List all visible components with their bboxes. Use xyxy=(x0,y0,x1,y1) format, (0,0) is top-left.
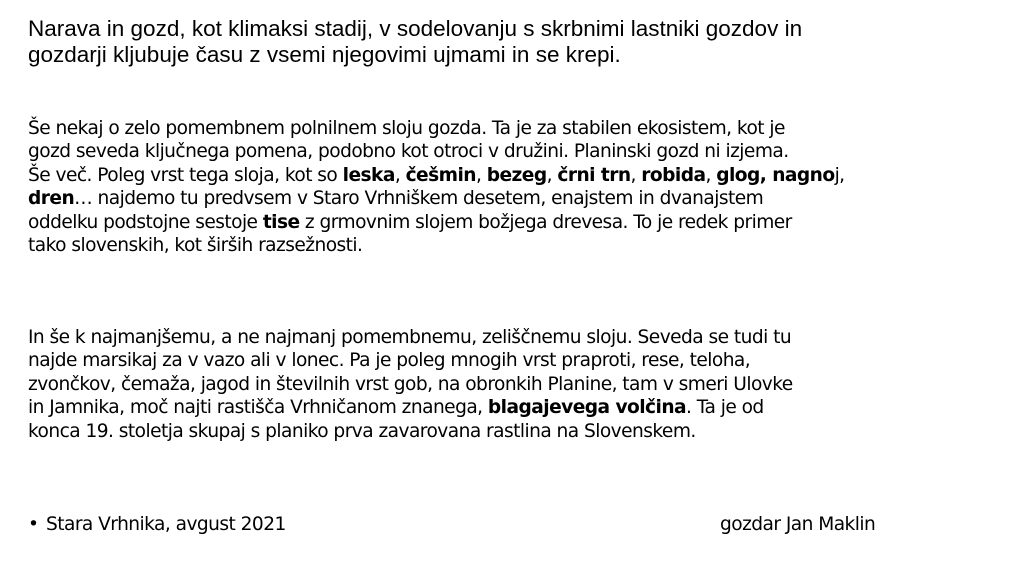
author-signature: gozdar Jan Maklin xyxy=(720,514,876,535)
paragraph-line xyxy=(28,187,1008,210)
footer xyxy=(28,512,1008,538)
paragraph-line xyxy=(28,211,1008,234)
paragraph-line xyxy=(28,164,1008,187)
place-date-bullet xyxy=(28,512,286,538)
species-tisa: tise xyxy=(262,211,300,233)
text-run: j, xyxy=(834,164,845,186)
species-blagajev-volcin: blagajevega volčina xyxy=(487,397,687,419)
paragraph-line: In še k najmanjšemu, a ne najmanj pomembnemu, zeliščnemu sloju. Seveda se tudi tu xyxy=(28,327,792,348)
paragraph-line: konca 19. stoletja skupaj s planiko prva zavarovana rastlina na Slovenskem. xyxy=(28,420,696,442)
species-glog-nagnoj: glog, nagno xyxy=(716,164,835,186)
bullet-icon: • xyxy=(28,514,39,535)
paragraph-line: najde marsikaj za v vazo ali v lonec. Pa je poleg mnogih vrst praproti, rese, teloha, xyxy=(28,350,751,372)
text-run: in Jamnika, moč najti rastišča Vrhničanom znanega, xyxy=(28,397,488,419)
shrub-layer-paragraph xyxy=(28,117,1008,257)
text-run: , xyxy=(475,164,487,186)
intro-line: Narava in gozd, kot klimaksi stadij, v sodelovanju s skrbnimi lastniki gozdov in xyxy=(28,16,803,41)
text-run: , xyxy=(546,164,558,186)
intro-paragraph xyxy=(28,16,1003,68)
species-crni-trn: črni trn xyxy=(557,164,631,186)
paragraph-line xyxy=(28,396,1008,419)
place-date: Stara Vrhnika, avgust 2021 xyxy=(46,514,286,535)
text-run: z grmovnim slojem božjega drevesa. To je redek primer xyxy=(299,211,792,233)
text-run: … najdemo tu predvsem v Staro Vrhniškem desetem, enajstem in dvanajstem xyxy=(74,188,764,210)
species-bezeg: bezeg xyxy=(486,164,547,186)
text-run: , xyxy=(394,164,406,186)
text-run: , xyxy=(705,164,717,186)
paragraph-line: Še nekaj o zelo pomembnem polnilnem sloju gozda. Ta je za stabilen ekosistem, kot je xyxy=(28,118,785,139)
paragraph-line: gozd seveda ključnega pomena, podobno kot otroci v družini. Planinski gozd ni izjema. xyxy=(28,141,789,163)
intro-line: gozdarji kljubuje času z vsemi njegovimi ujmami in se krepi. xyxy=(28,42,621,67)
paragraph-line: tako slovenskih, kot širših razsežnosti. xyxy=(28,235,363,257)
species-leska: leska xyxy=(342,164,395,186)
paragraph-line: zvončkov, čemaža, jagod in številnih vrst gob, na obronkih Planine, tam v smeri Ulovke xyxy=(28,373,793,395)
herb-layer-paragraph xyxy=(28,326,1008,443)
species-dren: dren xyxy=(28,188,75,210)
text-run: . Ta je od xyxy=(686,397,764,419)
text-run: , xyxy=(630,164,642,186)
text-run: oddelku podstojne sestoje xyxy=(28,211,263,233)
text-run: Še več. Poleg vrst tega sloja, kot so xyxy=(28,164,343,186)
species-robida: robida xyxy=(641,164,706,186)
species-cesmin: češmin xyxy=(405,164,476,186)
